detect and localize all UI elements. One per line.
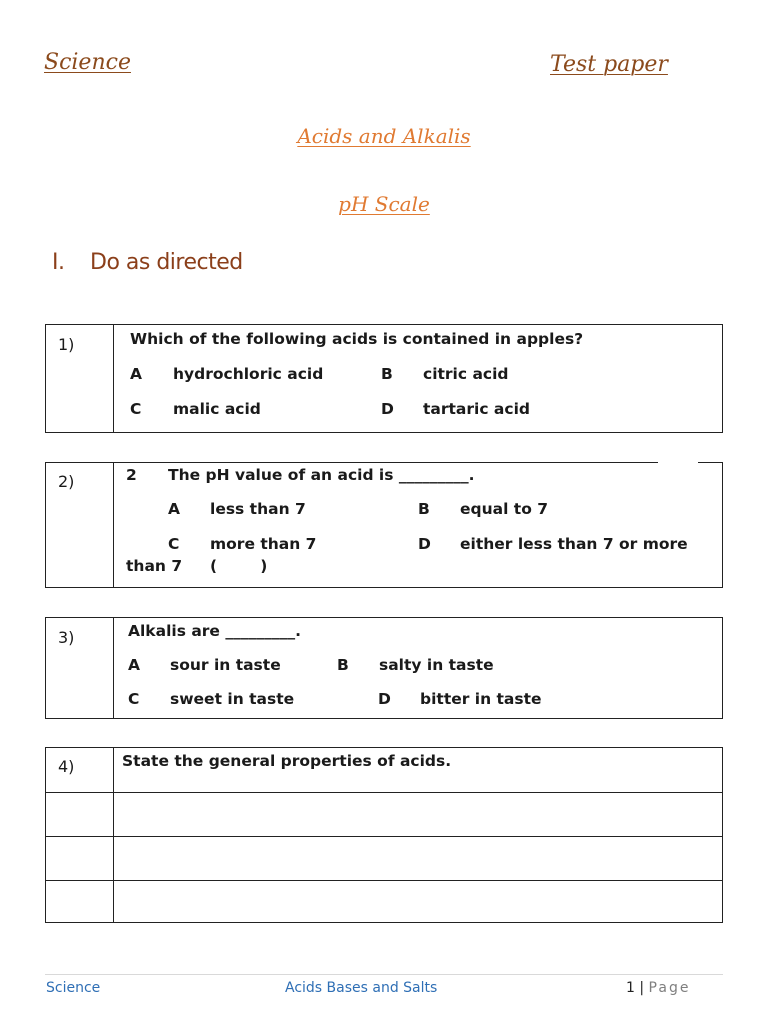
option-letter: D — [378, 690, 391, 708]
section-label: Do as directed — [90, 250, 243, 275]
table-row — [46, 748, 722, 793]
footer-divider — [45, 974, 723, 975]
option-letter: A — [168, 500, 180, 518]
option-letter: B — [381, 365, 393, 383]
option-letter: D — [418, 535, 431, 553]
question-number: 2) — [46, 462, 114, 587]
answer-row[interactable] — [46, 837, 722, 881]
header-subject: Science — [44, 50, 131, 75]
option-text: tartaric acid — [423, 400, 530, 418]
option-text: more than 7 — [210, 535, 317, 553]
page-title: Acids and Alkalis — [297, 124, 471, 148]
question-number: 3) — [46, 618, 114, 718]
option-text: hydrochloric acid — [173, 365, 324, 383]
question-3 — [45, 617, 723, 719]
footer-chapter: Acids Bases and Salts — [285, 980, 438, 996]
question-text: The pH value of an acid is _________. — [168, 466, 475, 484]
option-continuation: than 7 — [126, 557, 183, 575]
header-test-paper: Test paper — [550, 52, 668, 77]
option-letter: C — [168, 535, 180, 553]
question-text: Which of the following acids is contained in apples? — [130, 330, 584, 348]
question-2 — [45, 462, 723, 588]
question-inner-number: 2 — [126, 466, 137, 484]
question-number: 4) — [58, 757, 75, 776]
option-letter: A — [130, 365, 142, 383]
option-text: bitter in taste — [420, 690, 542, 708]
option-letter: C — [128, 690, 140, 708]
page-label: Page — [648, 980, 691, 996]
option-letter: B — [337, 656, 349, 674]
option-letter: B — [418, 500, 430, 518]
answer-bracket: ( ) — [210, 557, 268, 575]
question-text: Alkalis are _________. — [128, 622, 301, 640]
answer-row[interactable] — [46, 793, 722, 837]
option-letter: D — [381, 400, 394, 418]
option-text: citric acid — [423, 365, 509, 383]
option-text: less than 7 — [210, 500, 306, 518]
page-separator: | — [639, 980, 645, 996]
question-number: 1) — [46, 325, 114, 432]
page-subtitle: pH Scale — [338, 192, 430, 216]
footer-subject: Science — [46, 980, 101, 996]
option-letter: A — [128, 656, 140, 674]
question-content — [114, 325, 722, 432]
question-4-table — [45, 747, 723, 923]
option-text: salty in taste — [379, 656, 494, 674]
question-content — [114, 618, 722, 718]
section-heading — [52, 250, 243, 275]
footer-page — [626, 980, 690, 996]
answer-row[interactable] — [46, 881, 722, 924]
page-number: 1 — [626, 980, 635, 996]
option-text: malic acid — [173, 400, 261, 418]
question-content — [114, 462, 722, 587]
option-text: equal to 7 — [460, 500, 549, 518]
option-text: sweet in taste — [170, 690, 295, 708]
option-text: sour in taste — [170, 656, 281, 674]
option-text: either less than 7 or more — [460, 535, 688, 553]
question-1 — [45, 324, 723, 433]
question-text: State the general properties of acids. — [122, 752, 452, 770]
section-number: I. — [52, 250, 65, 275]
option-letter: C — [130, 400, 142, 418]
